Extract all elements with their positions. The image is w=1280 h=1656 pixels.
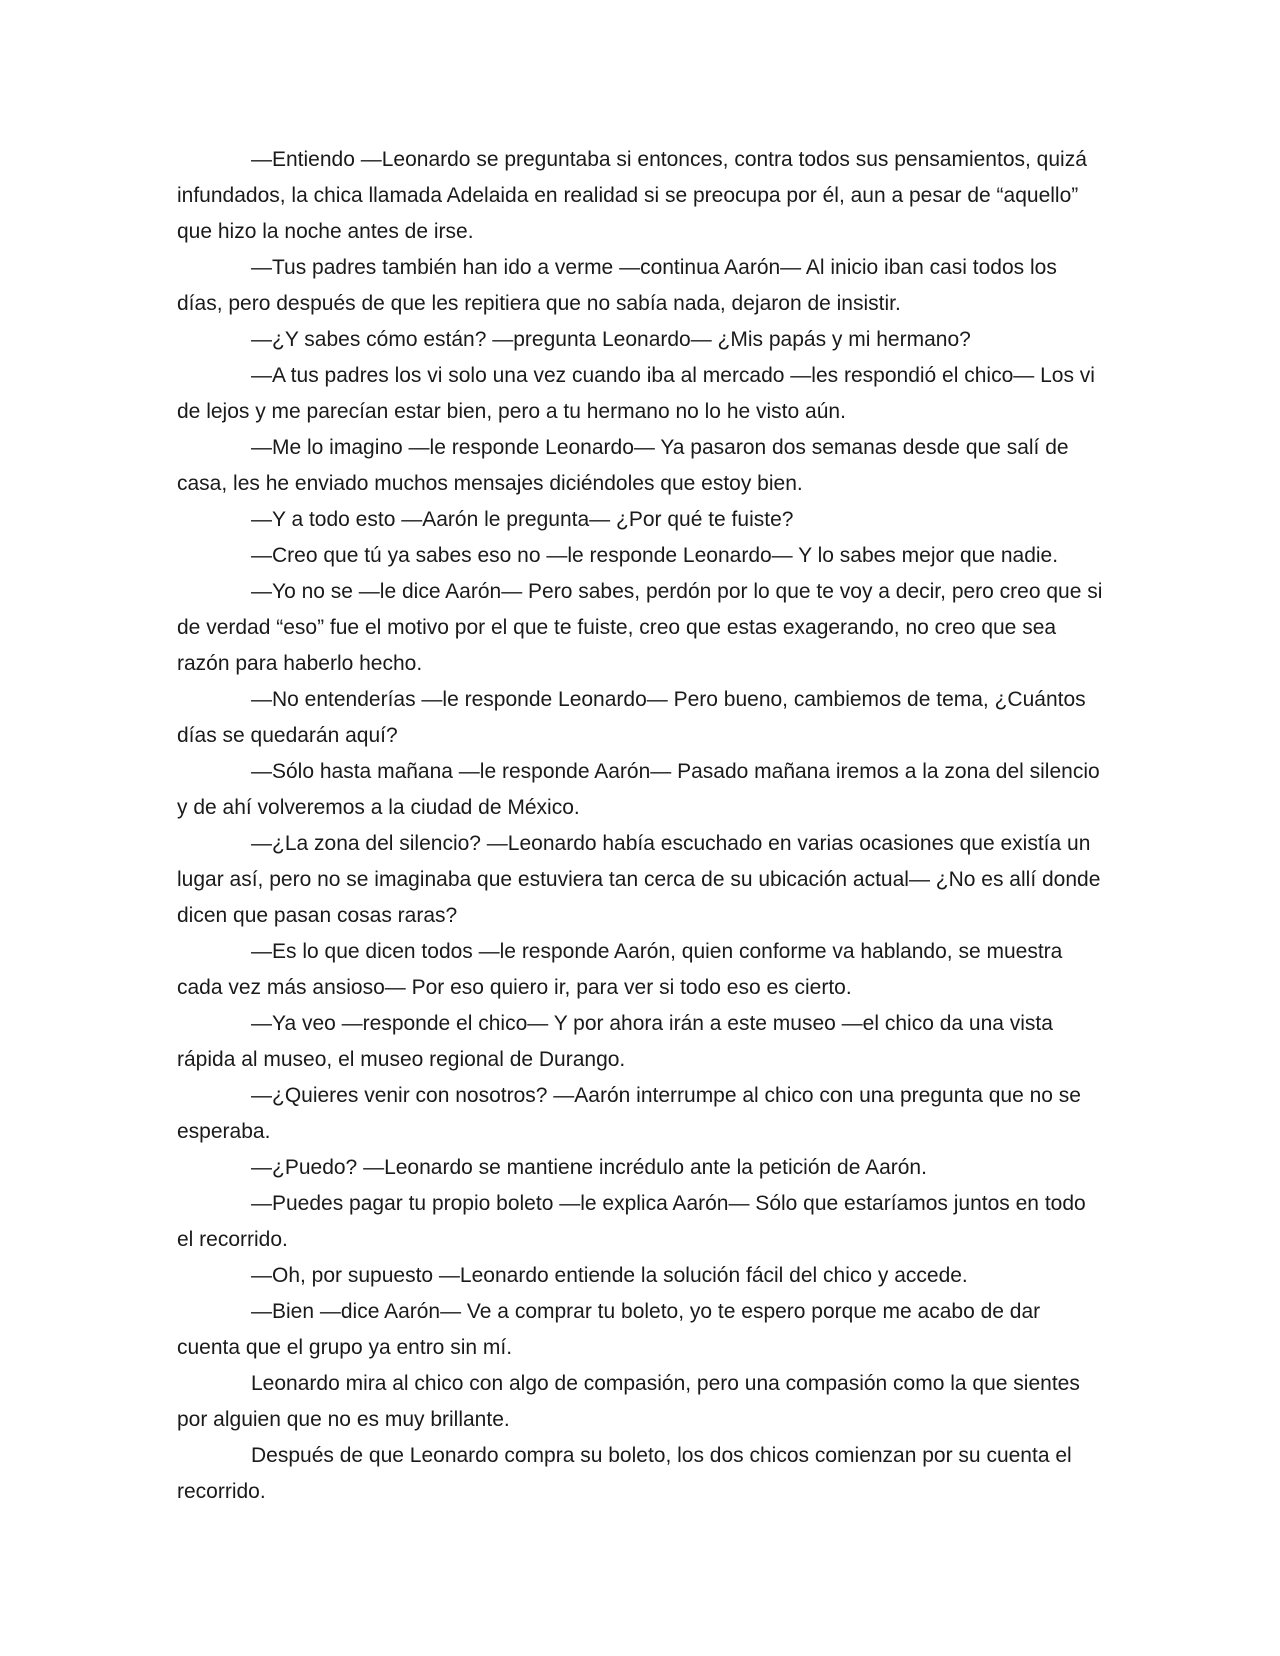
paragraph: —Sólo hasta mañana —le responde Aarón— Pasado mañana iremos a la zona del silencio y de ahí volveremos a la ciudad de México. bbox=[177, 760, 1100, 819]
document-body bbox=[177, 142, 1105, 1510]
paragraph: —¿Quieres venir con nosotros? —Aarón interrumpe al chico con una pregunta que no se esperaba. bbox=[177, 1084, 1081, 1143]
paragraph: —Bien —dice Aarón— Ve a comprar tu boleto, yo te espero porque me acabo de dar cuenta que el grupo ya entro sin mí. bbox=[177, 1300, 1041, 1359]
paragraph: Leonardo mira al chico con algo de compasión, pero una compasión como la que sientes por alguien que no es muy brillante. bbox=[177, 1372, 1080, 1431]
paragraph: —Es lo que dicen todos —le responde Aarón, quien conforme va hablando, se muestra cada vez más ansioso— Por eso quiero ir, para ver si todo eso es cierto. bbox=[177, 940, 1063, 999]
paragraph: —Me lo imagino —le responde Leonardo— Ya pasaron dos semanas desde que salí de casa, les he enviado muchos mensajes diciéndoles que estoy bien. bbox=[177, 436, 1069, 495]
paragraph: —Tus padres también han ido a verme —continua Aarón— Al inicio iban casi todos los días, pero después de que les repitiera que no sabía nada, dejaron de insistir. bbox=[177, 256, 1057, 315]
paragraph: —¿Puedo? —Leonardo se mantiene incrédulo ante la petición de Aarón. bbox=[251, 1156, 927, 1179]
paragraph: —No entenderías —le responde Leonardo— Pero bueno, cambiemos de tema, ¿Cuántos días se quedarán aquí? bbox=[177, 688, 1086, 747]
paragraph: —Y a todo esto —Aarón le pregunta— ¿Por qué te fuiste? bbox=[251, 508, 794, 531]
paragraph: —Creo que tú ya sabes eso no —le responde Leonardo— Y lo sabes mejor que nadie. bbox=[251, 544, 1059, 567]
paragraph: Después de que Leonardo compra su boleto, los dos chicos comienzan por su cuenta el recorrido. bbox=[177, 1444, 1072, 1503]
paragraph: —Entiendo —Leonardo se preguntaba si entonces, contra todos sus pensamientos, quizá infundados, la chica llamada Adelaida en realidad si se preocupa por él, aun a pesar de “aquello” que hizo la noche antes de irse. bbox=[177, 148, 1087, 243]
paragraph: —A tus padres los vi solo una vez cuando iba al mercado —les respondió el chico— Los vi de lejos y me parecían estar bien, pero a tu hermano no lo he visto aún. bbox=[177, 364, 1095, 423]
paragraph: —¿La zona del silencio? —Leonardo había escuchado en varias ocasiones que existía un lugar así, pero no se imaginaba que estuviera tan cerca de su ubicación actual— ¿No es allí donde dicen que pasan cosas raras? bbox=[177, 832, 1101, 927]
paragraph: —Yo no se —le dice Aarón— Pero sabes, perdón por lo que te voy a decir, pero creo que si de verdad “eso” fue el motivo por el que te fuiste, creo que estas exagerando, no creo que sea razón para haberlo hecho. bbox=[177, 580, 1103, 675]
paragraph: —Oh, por supuesto —Leonardo entiende la solución fácil del chico y accede. bbox=[251, 1264, 968, 1287]
paragraph: —¿Y sabes cómo están? —pregunta Leonardo— ¿Mis papás y mi hermano? bbox=[251, 328, 971, 351]
paragraph: —Ya veo —responde el chico— Y por ahora irán a este museo —el chico da una vista rápida al museo, el museo regional de Durango. bbox=[177, 1012, 1053, 1071]
paragraph: —Puedes pagar tu propio boleto —le explica Aarón— Sólo que estaríamos juntos en todo el recorrido. bbox=[177, 1192, 1086, 1251]
